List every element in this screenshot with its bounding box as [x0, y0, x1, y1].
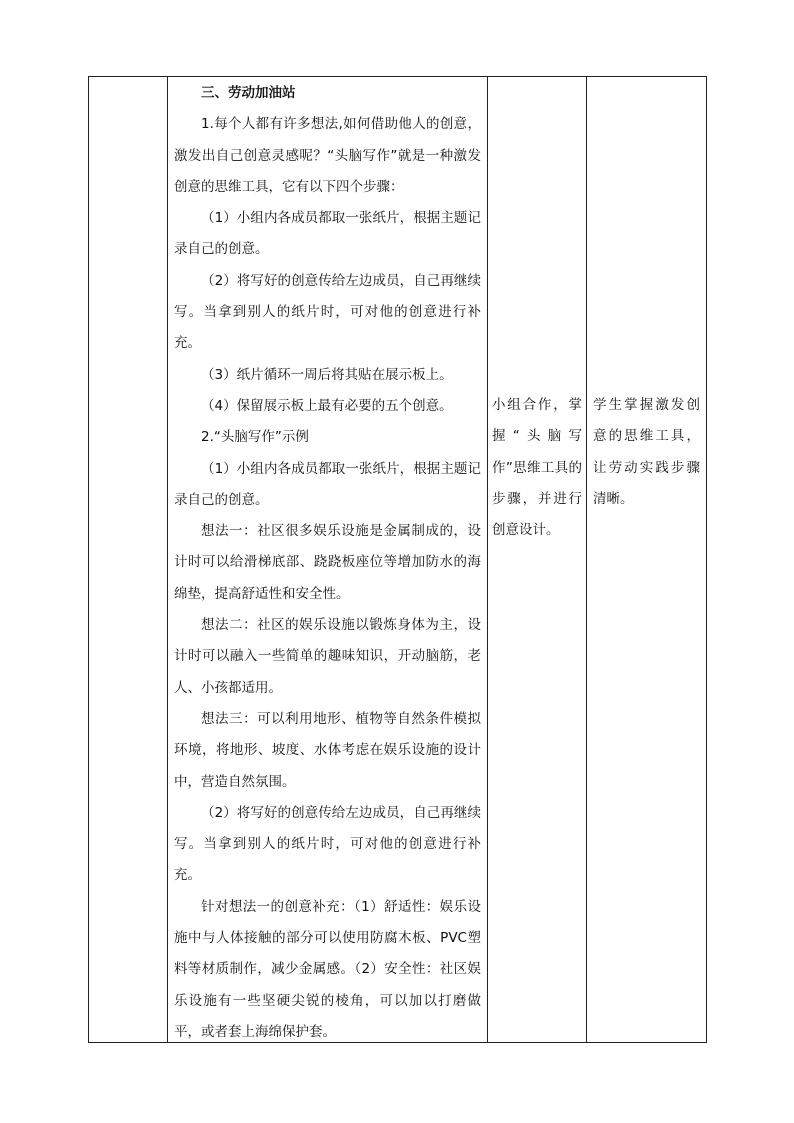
paragraph-step-3: （3）纸片循环一周后将其贴在展示板上。 — [201, 366, 453, 383]
paragraph-intro: 1.每个人都有许多想法,如何借助他人的创意，激发出自己创意灵感呢？“头脑写作”就是一种激发创意的思维工具，它有以下四个步骤： — [174, 116, 481, 195]
paragraph-step-1: （1）小组内各成员都取一张纸片，根据主题记录自己的创意。 — [174, 210, 481, 258]
table-divider-2 — [487, 76, 488, 1043]
paragraph-idea-3: 想法三：可以利用地形、植物等自然条件模拟环境，将地形、坡度、水体考虑在娱乐设施的设计中，营造自然氛围。 — [174, 710, 481, 790]
paragraph-example-title: 2.“头脑写作”示例 — [201, 429, 309, 446]
paragraph-step-2: （2）将写好的创意传给左边成员，自己再继续写。当拿到别人的纸片时，可对他的创意进行补充。 — [174, 272, 481, 352]
paragraph-idea-supplement: 针对想法一的创意补充：（1）舒适性：娱乐设施中与人体接触的部分可以使用防腐木板、PVC塑料等材质制作，减少金属感。（2）安全性：社区娱乐设施有一些坚硬尖锐的棱角，可以加以打磨做平，或者套上海绵保护套。 — [174, 898, 481, 1040]
paragraph-idea-1: 想法一：社区很多娱乐设施是金属制成的，设计时可以给滑梯底部、跷跷板座位等增加防水的海绵垫，提高舒适性和安全性。 — [174, 523, 481, 602]
table-border-left — [88, 76, 89, 1043]
student-activity-cell — [488, 390, 586, 546]
student-activity-text: 小组合作，掌握“头脑写作”思维工具的步骤，并进行创意设计。 — [492, 397, 582, 539]
paragraph-example-step-1: （1）小组内各成员都取一张纸片，根据主题记录自己的创意。 — [174, 460, 481, 508]
design-intent-text: 学生掌握激发创意的思维工具，让劳动实践步骤清晰。 — [593, 397, 700, 507]
paragraph-idea-2: 想法二：社区的娱乐设施以锻炼身体为主，设计时可以融入一些简单的趣味知识，开动脑筋，老人、小孩都适用。 — [174, 617, 481, 696]
design-intent-cell — [587, 390, 706, 515]
table-border-right — [706, 76, 707, 1043]
paragraph-example-step-2: （2）将写好的创意传给左边成员，自己再继续写。当拿到别人的纸片时，可对他的创意进行补充。 — [174, 804, 481, 884]
paragraph-step-4: （4）保留展示板上最有必要的五个创意。 — [201, 397, 453, 414]
table-divider-3 — [586, 76, 587, 1043]
section-title: 三、劳动加油站 — [201, 85, 296, 101]
activity-content-cell — [168, 78, 487, 1048]
